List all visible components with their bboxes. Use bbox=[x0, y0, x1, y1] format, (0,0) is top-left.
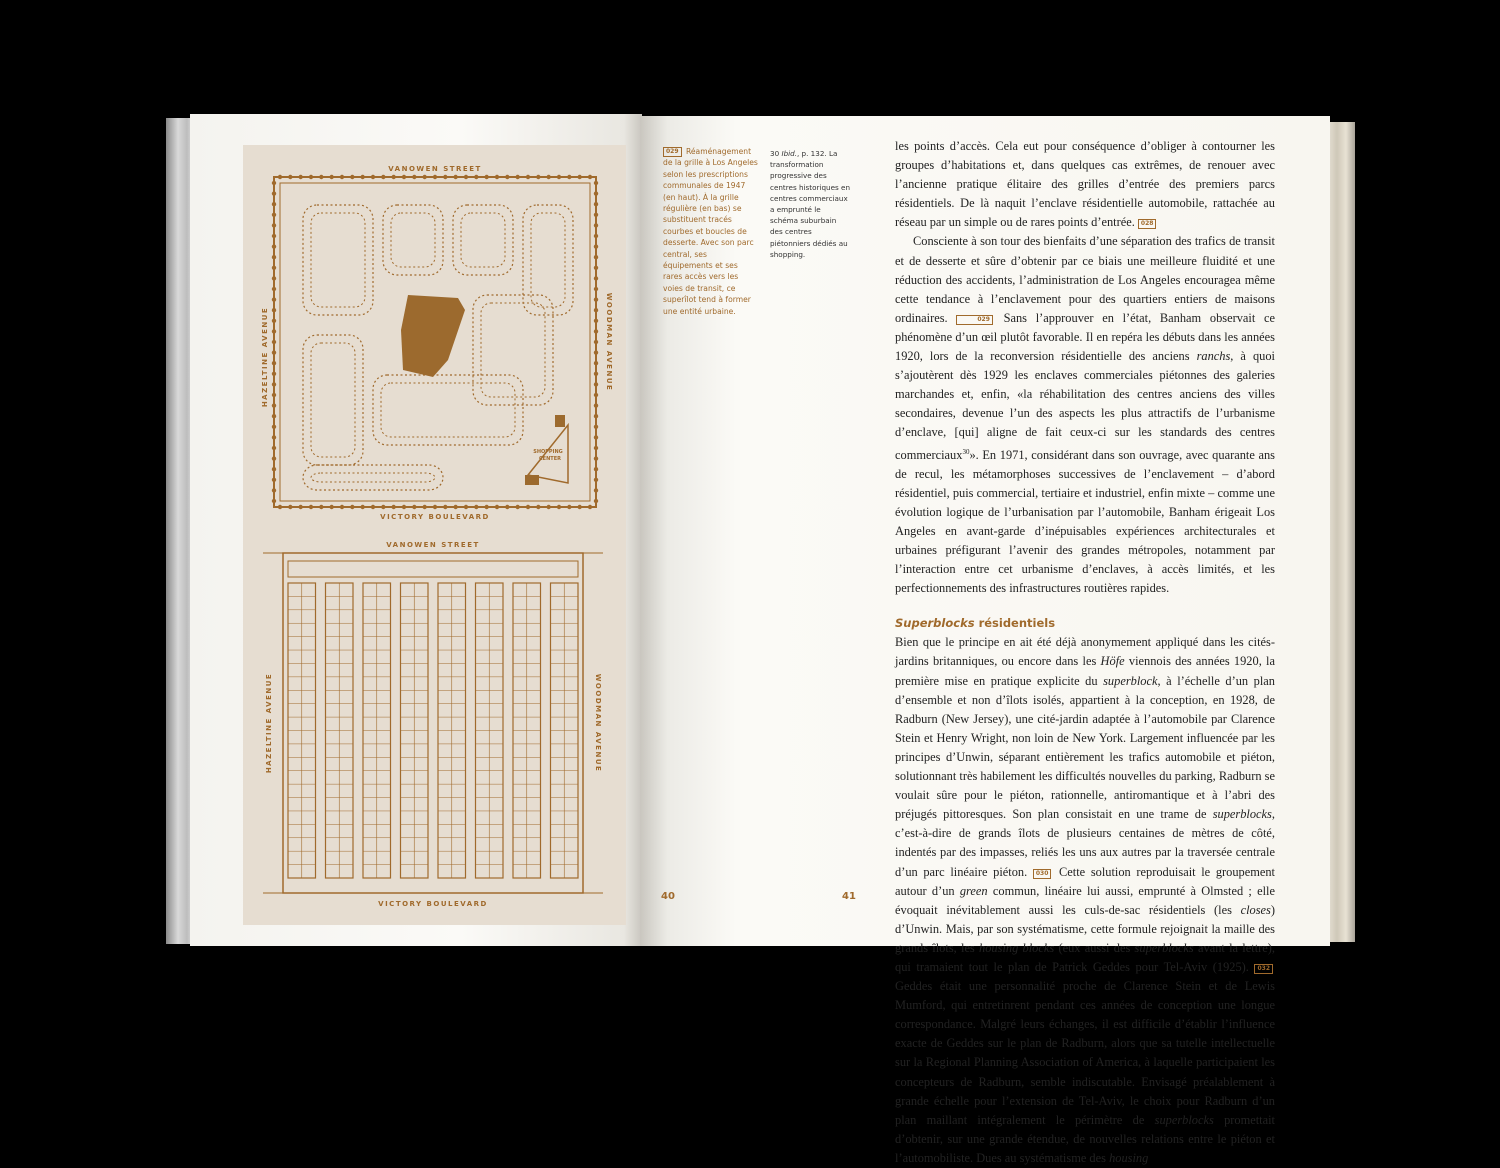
lot-loop-inner bbox=[311, 343, 355, 457]
text-run: les points d’accès. Cela eut pour conséquence d’obliger à contourner les groupes d’habitations et, dans quelques cas extrêmes, de renouer avec l’ancienne pratique élitaire des grilles d’entrée des premiers parcs résidentiels. De là naquit l’enclave résidentielle automobile, rattachée au réseau par un simple ou de rares points d’entrée. bbox=[895, 139, 1275, 230]
text-run: (eux aussi des bbox=[1054, 940, 1135, 955]
paragraph bbox=[895, 232, 1275, 598]
street-label-south: VICTORY BOULEVARD bbox=[380, 513, 490, 521]
text-run: ) d’Unwin. Mais, par son systématisme, cette formule rejoignait la maille des grands îlots, les bbox=[895, 902, 1275, 955]
shopping-label: SHOPPING bbox=[533, 449, 563, 455]
street-label-west: HAZELTINE AVENUE bbox=[265, 672, 273, 774]
lot-loop-inner bbox=[311, 213, 365, 307]
italic-text: housing bbox=[1109, 1150, 1149, 1165]
shopping-building bbox=[525, 475, 539, 485]
north-lots bbox=[288, 561, 578, 577]
italic-text: housing blocks bbox=[979, 940, 1055, 955]
italic-text: superblocks bbox=[1154, 1112, 1214, 1127]
text-run: Sans l’approuver en l’état, Banham observait ce phénomène d’un œil plutôt favorable. Il en repéra les débuts dans les années 1920, lors de la reconversion résidentielle des anciens bbox=[895, 310, 1275, 364]
footnote-ibid: Ibid. bbox=[781, 149, 797, 158]
lot-loop-inner bbox=[461, 213, 505, 267]
figure-ref-badge: 029 bbox=[663, 147, 682, 157]
text-run: promettait d’obtenir, sur une grande étendue, de nouvelles relations entre le piéton et l’automobiliste. Dues au systématisme des bbox=[895, 1112, 1275, 1165]
text-run: , à quoi s’ajoutèrent dès 1929 les enclaves commerciales piétonnes des galeries marchandes et, enfin, «la réhabilitation des centres anciens des villes secondaires, devenue l’un des aspects les plus attractifs de l’urbanisme d’enclave, [qui] aligne de fait ceux-ci sur les standards des centres commerciaux bbox=[895, 349, 1275, 462]
italic-text: ranchs bbox=[1196, 349, 1231, 364]
italic-text: Höfe bbox=[1100, 654, 1125, 669]
street-label-west: HAZELTINE AVENUE bbox=[261, 306, 269, 408]
street-label-north: VANOWEN STREET bbox=[388, 165, 482, 173]
footnote-text: , p. 132. La transformation progressive des centres historiques en centres commerciaux a emprunté le schéma suburbain des centres piétonniers dédiés au shopping. bbox=[770, 149, 851, 259]
text-run: Cette solution reproduisait le groupement autour d’un bbox=[895, 864, 1276, 898]
text-run: Consciente à son tour des bienfaits d’une séparation des trafics de transit et de desserte et sûre d’obtenir par ce biais une meilleure fluidité et une réduction des accidents, l’administration de Los Angeles encouragea même cette tendance à l’enclavement pour des quartiers entiers de maisons ordinaires. bbox=[895, 234, 1275, 325]
text-run: viennois des années 1920, la première mise en pratique explicite du bbox=[895, 654, 1275, 688]
footnote-number: 30 bbox=[770, 149, 780, 158]
italic-text: superblocks bbox=[1134, 940, 1194, 955]
lot-loop bbox=[383, 205, 443, 275]
italic-text: closes bbox=[1240, 902, 1271, 917]
section-heading-text: résidentiels bbox=[974, 616, 1056, 631]
section-heading-italic: Superblocks bbox=[895, 616, 975, 631]
footnote bbox=[770, 148, 850, 260]
paragraph bbox=[895, 137, 1275, 232]
page-number-left: 40 bbox=[661, 891, 675, 902]
figure-ref-badge: 030 bbox=[1033, 869, 1052, 879]
text-run: , c’est-à-dire de grands îlots de plusieurs centaines de mètres de côté, indentés par des impasses, reliés les uns aux autres par la traversée centrale d’un parc linéaire piéton. bbox=[895, 807, 1275, 879]
italic-text: green bbox=[959, 883, 988, 898]
street-label-south: VICTORY BOULEVARD bbox=[378, 900, 488, 908]
lot-loop-inner bbox=[391, 213, 435, 267]
figure-ref-badge: 028 bbox=[1138, 219, 1157, 229]
street-plans bbox=[243, 145, 626, 925]
lot-loop-inner bbox=[381, 383, 515, 437]
text-run: avant la lettre), qui tramaient tout le plan de Patrick Geddes pour Tel-Aviv (1925). bbox=[895, 940, 1275, 974]
lot-loop-inner bbox=[311, 473, 435, 482]
street-label-east: WOODMAN AVENUE bbox=[594, 673, 602, 773]
street-label-east: WOODMAN AVENUE bbox=[605, 292, 613, 392]
shopping-building bbox=[555, 415, 565, 427]
text-run: Bien que le principe en ait été déjà anonymement appliqué dans les cités-jardins britanniques, ou encore dans les bbox=[895, 635, 1275, 669]
lot-loop bbox=[303, 465, 443, 490]
central-park bbox=[401, 295, 465, 377]
page-number-right: 41 bbox=[842, 891, 856, 902]
text-run: Geddes était une personnalité proche de Clarence Stein et de Lewis Mumford, qui entretinrent pendant ces années de conception une longue correspondance. Malgré leurs échanges, il est difficile d’établir l’influence exacte de Geddes sur le plan de Radburn, alors que sa tutelle intellectuelle sur la Regional Planning Association of America, à laquelle participaient les concepteurs de Radburn, semble indiscutable. Envisagé préalablement à grande échelle pour l’extension de Tel-Aviv, le choix pour Radburn d’un plan maillant intégralement le périmètre de bbox=[895, 979, 1275, 1127]
lot-loop bbox=[473, 295, 553, 405]
shopping-label: CENTER bbox=[539, 456, 561, 462]
text-run: , à l’échelle d’un plan d’ensemble et non d’îlots isolés, appartient à la conception, en 1928, de Radburn (New Jersey), une cité-jardin adaptée à l’automobile par Clarence Stein et Henry Wright, non loin de New York. Largement influencée par les principes d’Unwin, séparant entièrement les trafics automobile et piéton, solutionnant très habilement les difficultés nouvelles du parking, Radburn se voulait sûre pour le piéton, rationnelle, antiromantique et à l’abri des préjugés pittoresques. Son plan consistait en une trame de bbox=[895, 673, 1275, 822]
italic-text: superblocks bbox=[1212, 807, 1272, 822]
map-bottom-frame bbox=[283, 553, 583, 893]
lot-loop bbox=[303, 205, 373, 315]
street-label-north: VANOWEN STREET bbox=[386, 541, 480, 549]
lot-loop bbox=[303, 335, 363, 465]
figure-caption bbox=[663, 146, 758, 317]
caption-text: Réaménagement de la grille à Los Angeles selon les prescriptions communales de 1947 (en haut). À la grille régulière (en bas) se substituent tracés courbes et boucles de desserte. Avec son parc central, ses équipements et ses rares accès vers les voies de transit, ce superîlot tend à former une entité urbaine. bbox=[663, 147, 758, 316]
text-run: ». En 1971, considérant dans son ouvrage, avec quarante ans de recul, les métamorphoses successives de l’enclavement – d’abord résidentiel, puis commercial, tertiaire et industriel, enfin mixte – comme une évolution logique de l’urbanisation par l’automobile, Banham érigeait Los Angeles en avant-garde d’inépuisables expériences architecturales et urbaines préfigurant l’avenir des grandes métropoles, notamment par l’interaction entre cet urbanisme d’enclaves, à accès limités, et les perfectionnements des infrastructures routières rapides. bbox=[895, 447, 1275, 596]
lot-loop bbox=[453, 205, 513, 275]
paragraph bbox=[895, 633, 1275, 1168]
italic-text: superblock bbox=[1103, 673, 1158, 688]
figure-ref-badge: 032 bbox=[1254, 964, 1273, 974]
figure-ref-badge: 029 bbox=[956, 315, 993, 325]
map-figure bbox=[243, 145, 626, 925]
body-text bbox=[895, 137, 1275, 1168]
section-heading bbox=[895, 614, 1275, 633]
lot-loop-inner bbox=[531, 213, 565, 307]
text-run: commun, linéaire lui aussi, emprunté à Olmsted ; elle évoquait inévitablement aussi les culs-de-sac résidentiels (les bbox=[895, 883, 1275, 917]
footnote-marker: 30 bbox=[962, 447, 970, 456]
lot-loop bbox=[373, 375, 523, 445]
